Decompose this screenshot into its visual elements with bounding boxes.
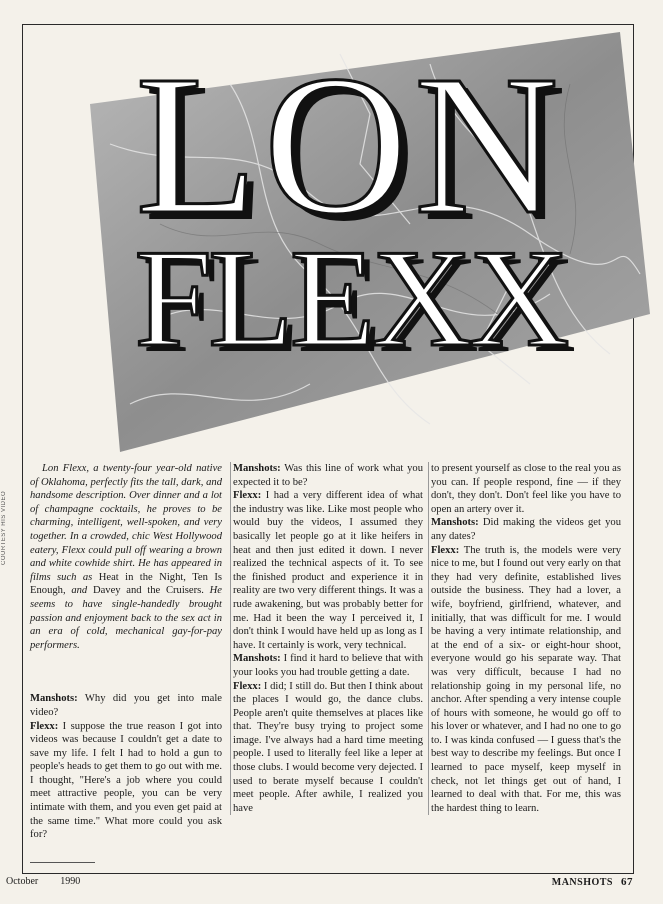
qa-paragraph [233,680,423,816]
footer-year: 1990 [60,876,81,887]
title-flexx: FLEXX [134,221,566,376]
qa-text: I find it hard to believe that with your looks you had trouble getting a date. [233,653,423,678]
photo-credit: COURTESY HIS VIDEO [1,490,7,565]
film-titles: Heat in the Night, Ten Is Enough, [30,571,222,597]
speaker-label: Manshots: [233,653,281,665]
intro-paragraph [30,462,222,652]
qa-paragraph [431,516,621,543]
footer-month: October [6,876,39,887]
qa-paragraph [233,652,423,679]
qa-text: Did making the videos get you any dates? [431,517,621,542]
qa-text: Why did you get into male video? [30,693,222,718]
speaker-label: Flexx: [233,680,262,692]
speaker-label: Flexx: [431,544,460,556]
column-1 [30,462,222,842]
qa-text: to present yourself as close to the real you as you can. If people respond, fine — if they don't, they don't. Don't feel like you have to open an artery over it. [431,463,621,515]
qa-text: I suppose the true reason I got into videos was because I couldn't get a date to save my life. I felt I had to hold a gun to people's heads to get them to go out with me. I thought, "Here's a job where you could meet attractive people, you can be very intimate with them, and you even get paid at the same time." What more could you ask for? [30,720,222,841]
qa-paragraph [30,692,222,719]
speaker-label: Manshots: [233,463,281,474]
qa-paragraph [233,489,423,652]
qa-text: The truth is, the models were very nice to me, but I found out very early on that they had very definite, established lives outside the business. They had a lover, a wife, boyfriend, girlfriend, whatever, and initially, that was difficult for me. I would be having a very intimate relationship, and at the end of a six- or eight-hour shoot, everyone would go his separate way. That was very difficult, because I had no relationship going in my personal life, no anchor. After spending a very intense couple of hours with someone, he would go off to his lover or whatever, and I had no one to go to. I was kinda confused — I guess that's the best way to describe my feelings. But once I learned to pace myself, keep myself in check, not let things get out of hand, I learned to deal with that. For me, this was the hardest thing to learn. [431,544,621,814]
qa-text: I had a very different idea of what the industry was like. Like most people who would buy the videos, I assumed they basically let people go at it like heifers in heat and then just edited it down. I never realized the technical aspects of it. To see the finished product and experience it in reality are two very different things. It was a rude awakening, but was probably better for me. Had it been the way I perceived it, I don't think I would have held up as long as I have. It certainly is work, very technical. [233,490,423,651]
speaker-label: Flexx: [233,490,262,502]
column-3 [428,462,621,815]
qa-paragraph [431,462,621,516]
intro-text: Lon Flexx, a twenty-four year-old native of Oklahoma, perfectly fits the tall, dark, and handsome description. Over dinner and a lot of champagne cocktails, he proves to be charming, intelligent, well-spoken, and very together. In a crowded, chic West Hollywood eatery, Flexx could pull off wearing a brown and white cowhide shirt. He has appeared in films such as [30,463,222,583]
speaker-label: Manshots: [431,517,479,529]
film-title: Davey and the Cruisers. [92,585,204,597]
qa-paragraph [30,720,222,842]
speaker-label: Flexx: [30,720,59,732]
qa-text: I did; I still do. But then I think about the places I would go, the dance clubs. People aren't quite themselves at places like that. They're busy trying to project some image. I've always had a hard time meeting people. I used to literally feel like a leper at those clubs. I would become very dejected. I used to berate myself because I couldn't meet people. After awhile, I realized you have [233,680,423,814]
column-2 [230,462,423,815]
footer-folio [552,876,633,888]
title-lon: LON [135,35,565,256]
intro-text: He seems to have single-handedly brought passion and enjoyment back to the sex act in an era of cold, mechanical gay-for-pay performers. [30,585,222,651]
qa-paragraph [233,462,423,489]
magazine-name: MANSHOTS [551,877,613,888]
page-number: 67 [621,876,633,888]
title-art [10,24,650,464]
speaker-label: Manshots: [30,693,78,705]
intro-text: and [65,585,93,597]
footer-date [6,876,80,887]
footer-rule [30,862,95,863]
qa-paragraph [431,544,621,816]
qa-text: Was this line of work what you expected it to be? [233,463,423,488]
